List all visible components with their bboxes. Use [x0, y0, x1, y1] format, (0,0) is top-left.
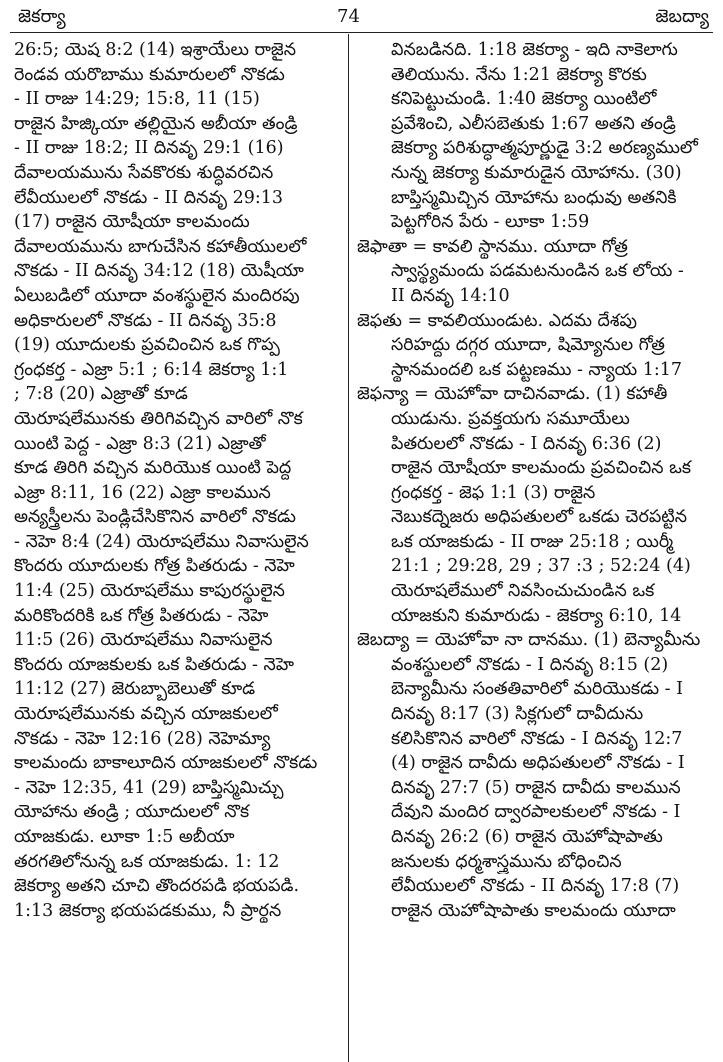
column-divider	[348, 34, 349, 1062]
text-line: కాలమందు బాకాలూదిన యాజకులలో నొకడు	[14, 753, 318, 774]
text-line: గ్రంధకర్త - జెఫ 1:1 (3) రాజైన	[391, 482, 596, 503]
text-line: యుడును. ప్రవక్తయగు సమూయేలు	[391, 408, 630, 429]
text-line: కనిపెట్టుచుండి. 1:40 జెకర్యా యింటిలో	[391, 89, 657, 110]
text-line: బాప్తిస్మమిచ్చిన యోహాను బంధువు అతనికి	[391, 187, 677, 208]
text-line: గ్రంధకర్త - ఎజ్రా 5:1 ; 6:14 జెకర్యా 1:1	[14, 359, 289, 380]
text-line: యాజకుని కుమారుడు - జెకర్యా 6:10, 14	[391, 605, 682, 626]
entry-headword-line: జెఫతు = కావలియుండుట. ఎదమ దేశపు	[357, 310, 637, 331]
text-line: స్థానమందలి ఒక పట్టణము - న్యాయ 1:17	[391, 359, 682, 380]
entry-headword-line: జెఫాతా = కావలి స్థానము. యూదా గోత్ర	[357, 236, 628, 257]
running-head-right: జెబద్యా	[655, 6, 709, 27]
text-line: పితరులలో నొకడు - I దినవృ 6:36 (2)	[391, 433, 662, 454]
text-line: (4) రాజైన దావీదు అధిపతులలో నొకడు - I	[391, 753, 685, 774]
text-line: - నెహె 8:4 (24) యెరూషలేము నివాసులైన	[14, 531, 309, 552]
text-line: లేవీయులలో నొకడు - II దినవృ 29:13	[14, 187, 284, 208]
text-line: స్వాస్థ్యమందు పడమటనుండిన ఒక లోయ -	[391, 261, 684, 282]
text-line: నెబుకద్నెజరు అధిపతులలో ఒకడు చెరపట్టిన	[391, 507, 688, 528]
text-line: రెండవ యరొబాము కుమారులలో నొకడు	[14, 64, 285, 85]
text-line: జెకర్యా అతని చూచి తొందరపడి భయపడి.	[14, 876, 300, 897]
text-line: - II రాజు 18:2; II దినవృ 29:1 (16)	[14, 138, 284, 159]
text-line: 1:13 జెకర్యా భయపడకుము, నీ ప్రార్థన	[14, 900, 282, 921]
text-line: - II రాజు 14:29; 15:8, 11 (15)	[14, 89, 260, 110]
text-line: 26:5; యెష 8:2 (14) ఇశ్రాయేలు రాజైన	[14, 40, 297, 60]
text-line: యెరూషలేమునకు తిరిగివచ్చిన వారిలో నొక	[14, 408, 303, 429]
text-line: పెట్టగోరిన పేరు - లూకా 1:59	[391, 212, 590, 233]
text-line: దేవాలయమును సేవకొరకు శుద్ధివరచిన	[14, 162, 274, 183]
text-line: II దినవృ 14:10	[391, 285, 510, 306]
text-line: ఎజ్రా 8:11, 16 (22) ఎజ్రా కాలమున	[14, 482, 271, 503]
text-line: నొకడు - నెహె 12:16 (28) నెహెమ్యా	[14, 728, 271, 749]
right-column	[357, 38, 709, 923]
text-line: నొకడు - II దినవృ 34:12 (18) యెషీయా	[14, 261, 304, 282]
text-line: యెరూషలేమునకు వచ్చిన యాజకులలో	[14, 704, 278, 725]
text-line: నున్న జెకర్యా కుమారుడైన యోహాను. (30)	[391, 162, 682, 183]
text-line: దినవృ 27:7 (5) రాజైన దావీదు కాలమున	[391, 777, 681, 798]
left-column	[14, 38, 336, 923]
text-line: ఒక యాజకుడు - II రాజు 25:18 ; యిర్మీ	[391, 531, 674, 552]
text-line: వంశస్థులలో నొకడు - I దినవృ 8:15 (2)	[391, 654, 669, 675]
text-line: 11:5 (26) యెరూషలేము నివాసులైన	[14, 630, 273, 651]
header-rule	[10, 32, 713, 33]
text-line: దేవుని మందిర ద్వారపాలకులలో నొకడు - I	[391, 802, 681, 823]
text-line: రాజైన యోషీయా కాలమందు ప్రవచించిన ఒక	[391, 458, 692, 479]
running-head-left: జెకర్యా	[18, 6, 66, 27]
page-header	[0, 6, 723, 28]
entry-headword-line: జెఫన్యా = యెహోవా దాచినవాడు. (1) కహాతీ	[357, 384, 668, 405]
text-line: 21:1 ; 29:28, 29 ; 37 :3 ; 52:24 (4)	[391, 556, 691, 577]
text-line: మరికొందరికి ఒక గోత్ర పితరుడు - నెహె	[14, 605, 269, 626]
text-line: రాజైన హిజ్కియా తల్లియైన అబీయా తండ్రి	[14, 113, 298, 134]
text-line: ఏలుబడిలో యూదా వంశస్థులైన మందిరపు	[14, 285, 300, 306]
text-line: దేవాలయమును బాగుచేసిన కహాతీయులలో	[14, 236, 307, 257]
text-line: ; 7:8 (20) ఎజ్రాతో కూడ	[14, 384, 188, 405]
text-line: బెన్యామీను సంతతివారిలో మరియొకడు - I	[391, 679, 684, 700]
text-line: రాజైన యెహోషాపాతు కాలమందు యూదా	[391, 900, 676, 921]
text-line: - నెహె 12:35, 41 (29) బాప్తిస్మమిచ్చు	[14, 777, 284, 798]
text-line: అధికారులలో నొకడు - II దినవృ 35:8	[14, 310, 277, 331]
text-line: 11:4 (25) యెరూషలేము కాపురస్థులైన	[14, 581, 285, 602]
text-line: దినవృ 8:17 (3) సిక్లగులో దావీదును	[391, 704, 644, 725]
page-number: 74	[337, 6, 360, 27]
text-line: కలిసికొనిన వారిలో నొకడు - I దినవృ 12:7	[391, 728, 683, 749]
text-line: (19) యూదులకు ప్రవచించిన ఒక గొప్ప	[14, 335, 280, 356]
text-line: జెకర్యా పరిశుద్ధాత్మపూర్ణుడై 3:2 అరణ్యములో	[391, 138, 698, 159]
text-line: కూడ తిరిగి వచ్చిన మరియొక యింటి పెద్ద	[14, 458, 292, 479]
text-line: ప్రవేశించి, ఎలీసబెతుకు 1:67 అతని తండ్రి	[391, 113, 676, 134]
text-line: కొందరు యూదులకు గోత్ర పితరుడు - నెహె	[14, 556, 295, 577]
entry-headword-line: జెబద్యా = యెహోవా నా దానము. (1) బెన్యామీను	[357, 630, 701, 651]
text-line: యెరూషలేములో నివసించుచుండిన ఒక	[391, 581, 655, 602]
text-line: (17) రాజైన యోషీయా కాలమందు	[14, 212, 250, 233]
text-line: అన్యస్త్రీలను పెండ్లిచేసికొనిన వారిలో నొకడు	[14, 507, 296, 528]
text-line: తెలియును. నేను 1:21 జెకర్యా కొరకు	[391, 64, 647, 85]
text-line: యోహాను తండ్రి ; యూదులలో నొక	[14, 802, 250, 823]
text-line: లేవీయులలో నొకడు - II దినవృ 17:8 (7)	[391, 876, 680, 897]
text-line: వినబడినది. 1:18 జెకర్యా - ఇది నాకెలాగు	[391, 40, 678, 60]
text-line: 11:12 (27) జెరుబ్బాబెలుతో కూడ	[14, 679, 256, 700]
text-line: తరగతిలోనున్న ఒక యాజకుడు. 1: 12	[14, 851, 280, 872]
text-line: యింటి పెద్ద - ఎజ్రా 8:3 (21) ఎజ్రాతో	[14, 433, 266, 454]
text-line: సరిహద్దు దగ్గర యూదా, షిమ్యోనుల గోత్ర	[391, 335, 665, 356]
text-line: దినవృ 26:2 (6) రాజైన యెహోషాపాతు	[391, 827, 663, 847]
text-line: యాజకుడు. లూకా 1:5 అబీయా	[14, 827, 235, 847]
text-line: కొందరు యాజకులకు ఒక పితరుడు - నెహె	[14, 654, 294, 675]
text-line: జనులకు ధర్మశాస్త్రమును బోధించిన	[391, 851, 622, 872]
